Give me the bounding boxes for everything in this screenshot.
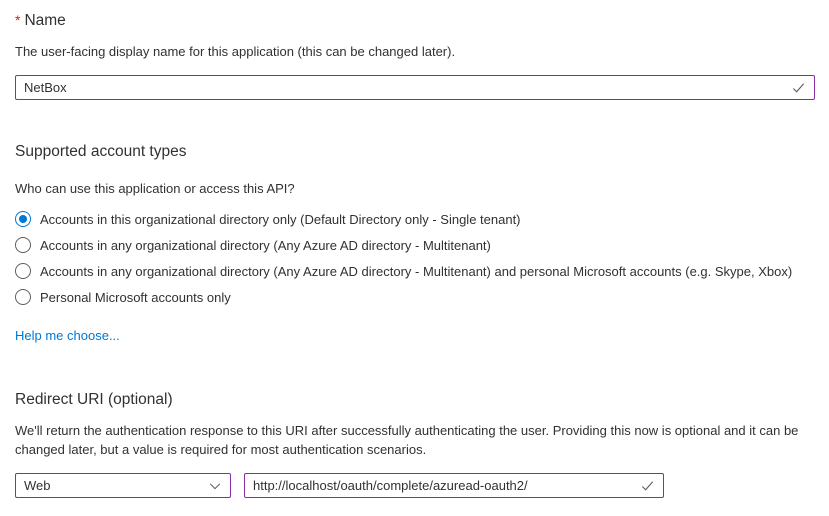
chevron-down-icon [208,479,222,493]
radio-button-icon[interactable] [15,237,31,253]
account-type-option[interactable] [15,258,815,284]
radio-button-icon[interactable] [15,289,31,305]
redirect-uri-input-container [244,473,664,498]
account-type-options [15,206,815,310]
account-type-option-label: Accounts in this organizational directory only (Default Directory only - Single tenant) [40,211,521,227]
account-type-option-label: Accounts in any organizational directory (Any Azure AD directory - Multitenant) [40,237,491,253]
radio-button-icon[interactable] [15,211,31,227]
platform-select-value: Web [24,478,51,493]
radio-button-icon[interactable] [15,263,31,279]
name-description: The user-facing display name for this application (this can be changed later). [15,44,456,59]
redirect-uri-controls [15,473,815,498]
account-type-option-label: Accounts in any organizational directory (Any Azure AD directory - Multitenant) and personal Microsoft accounts (e.g. Skype, Xbox) [40,263,793,279]
help-me-choose-link[interactable]: Help me choose... [15,328,120,343]
account-types-question: Who can use this application or access this API? [15,181,295,196]
name-section-title [15,10,815,31]
account-types-section [15,141,815,345]
redirect-uri-section [15,389,815,498]
account-type-option[interactable] [15,232,815,258]
platform-select[interactable] [15,473,231,498]
name-input-container [15,75,815,100]
account-type-option[interactable] [15,206,815,232]
redirect-uri-input[interactable] [245,474,663,497]
account-types-title: Supported account types [15,143,187,160]
account-type-option-label: Personal Microsoft accounts only [40,289,231,305]
required-asterisk: * [15,12,21,28]
redirect-uri-description: We'll return the authentication response to this URI after successfully authenticating the user. Providing this now is optional and it can be changed later, but a value is required for most authentication scenarios. [15,423,799,457]
name-section [15,10,815,100]
name-input[interactable] [16,76,814,99]
name-label: Name [24,12,66,29]
account-type-option[interactable] [15,284,815,310]
redirect-uri-title: Redirect URI (optional) [15,391,173,408]
